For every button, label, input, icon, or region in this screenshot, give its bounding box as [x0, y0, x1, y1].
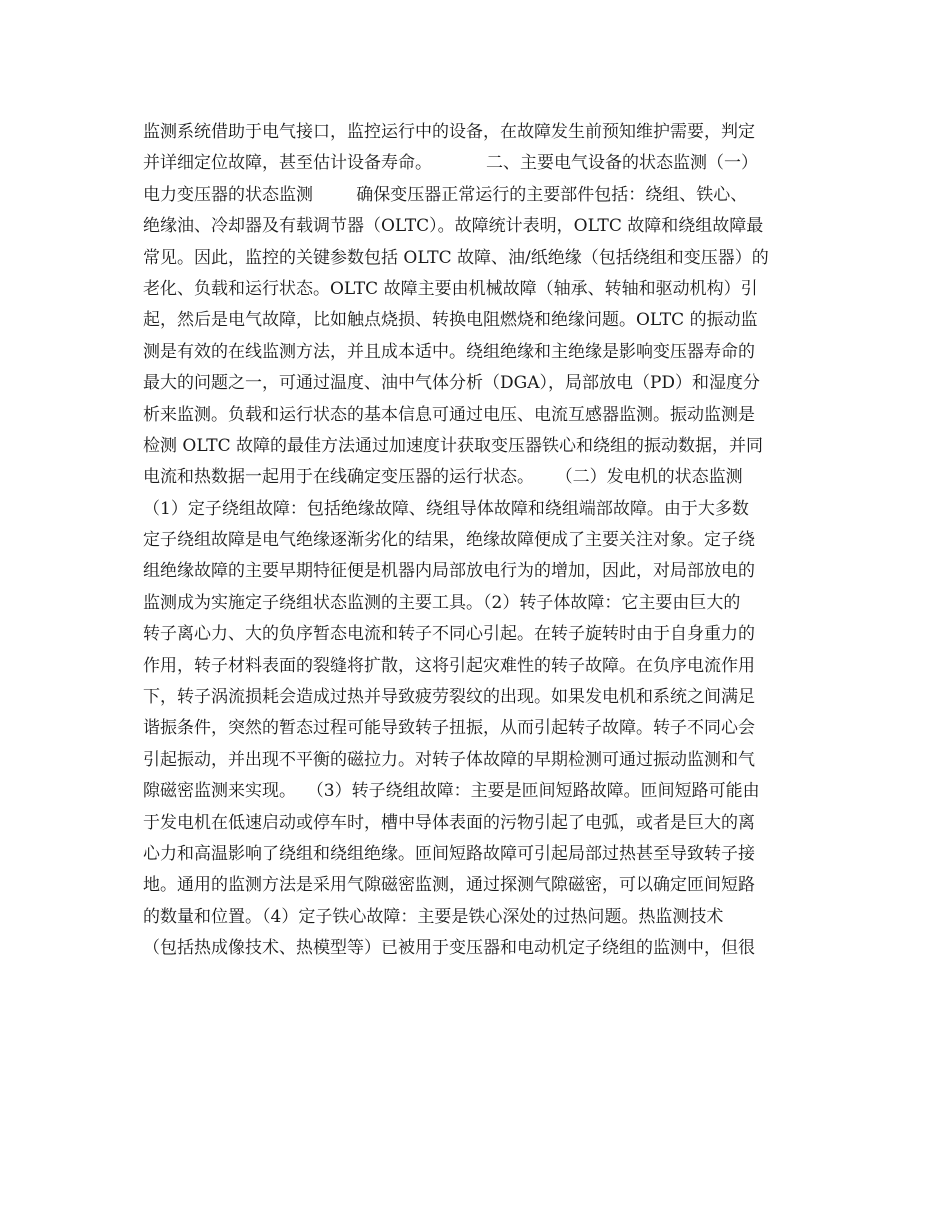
text-line: 监测成为实施定子绕组状态监测的主要工具。（2）转子体故障：它主要由巨大的 — [143, 592, 741, 613]
text-line: 作用，转子材料表面的裂缝将扩散，这将引起灾难性的转子故障。在负序电流作用 — [143, 655, 755, 676]
text-line: 监测系统借助于电气接口，监控运行中的设备，在故障发生前预知维护需要，判定 — [143, 122, 755, 142]
text-line: 老化、负载和运行状态。OLTC 故障主要由机械故障（轴承、转轴和驱动机构）引 — [143, 278, 758, 299]
text-line: 心力和高温影响了绕组和绕组绝缘。匝间短路故障可引起局部过热甚至导致转子接 — [143, 843, 755, 864]
text-line: （1）定子绕组故障：包括绝缘故障、绕组导体故障和绕组端部故障。由于大多数 — [143, 498, 749, 519]
text-line: 于发电机在低速启动或停车时，槽中导体表面的污物引起了电弧，或者是巨大的离 — [143, 812, 755, 833]
text-line: 析来监测。负载和运行状态的基本信息可通过电压、电流互感器监测。振动监测是 — [143, 404, 755, 425]
text-line: 组绝缘故障的主要早期特征便是机器内局部放电行为的增加，因此，对局部放电的 — [143, 561, 755, 582]
text-line: 起，然后是电气故障，比如触点烧损、转换电阻燃烧和绝缘问题。OLTC 的振动监 — [143, 310, 758, 331]
text-line: 检测 OLTC 故障的最佳方法通过加速度计获取变压器铁心和绕组的振动数据，并同 — [143, 435, 763, 456]
text-line: （包括热成像技术、热模型等）已被用于变压器和电动机定子绕组的监测中，但很 — [143, 938, 755, 959]
text-line: 下，转子涡流损耗会造成过热并导致疲劳裂纹的出现。如果发电机和系统之间满足 — [143, 687, 755, 708]
text-line: 定子绕组故障是电气绝缘逐渐劣化的结果，绝缘故障便成了主要关注对象。定子绕 — [143, 530, 755, 551]
text-line: 电流和热数据一起用于在线确定变压器的运行状态。 （二）发电机的状态监测 — [143, 467, 743, 488]
text-line: 转子离心力、大的负序暂态电流和转子不同心引起。在转子旋转时由于自身重力的 — [143, 624, 755, 645]
text-line: 常见。因此，监控的关键参数包括 OLTC 故障、油/纸绝缘（包括绕组和变压器）的 — [143, 247, 769, 268]
text-line: 谐振条件，突然的暂态过程可能导致转子扭振，从而引起转子故障。转子不同心会 — [143, 718, 755, 739]
text-line: 绝缘油、冷却器及有载调节器（OLTC）。故障统计表明，OLTC 故障和绕组故障最 — [143, 216, 764, 237]
body-text — [143, 117, 843, 965]
text-line: 引起振动，并出现不平衡的磁拉力。对转子体故障的早期检测可通过振动监测和气 — [143, 749, 755, 770]
text-line: 地。通用的监测方法是采用气隙磁密监测，通过探测气隙磁密，可以确定匝间短路 — [143, 875, 755, 896]
text-line: 并详细定位故障，甚至估计设备寿命。 二、主要电气设备的状态监测（一） — [143, 153, 759, 174]
text-line: 电力变压器的状态监测 确保变压器正常运行的主要部件包括：绕组、铁心、 — [143, 184, 748, 205]
text-line: 最大的问题之一，可通过温度、油中气体分析（DGA），局部放电（PD）和湿度分 — [143, 373, 761, 394]
text-line: 的数量和位置。（4）定子铁心故障：主要是铁心深处的过热问题。热监测技术 — [143, 906, 724, 927]
text-line: 隙磁密监测来实现。 （3）转子绕组故障：主要是匝间短路故障。匝间短路可能由 — [143, 781, 760, 802]
text-line: 测是有效的在线监测方法，并且成本适中。绕组绝缘和主绝缘是影响变压器寿命的 — [143, 341, 755, 362]
